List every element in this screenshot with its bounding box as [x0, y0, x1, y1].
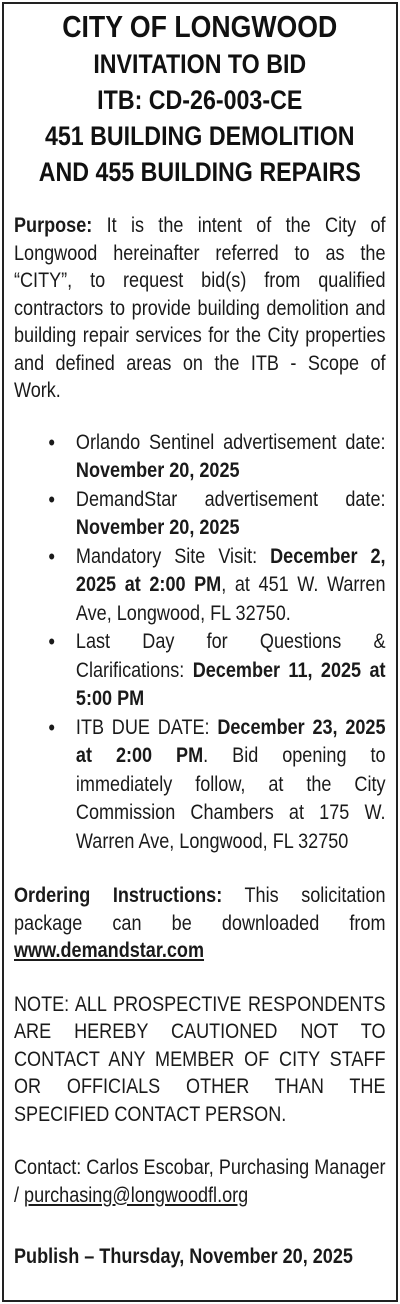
- bullet-icon: •: [48, 543, 56, 569]
- list-item: • Orlando Sentinel advertisement date: November 20, 2025: [48, 429, 386, 482]
- project-title-line1: 451 BUILDING DEMOLITION: [44, 121, 355, 151]
- ordering-text: This solicitation package can be downloaded from: [14, 884, 386, 935]
- demandstar-link[interactable]: www.demandstar.com: [14, 939, 205, 962]
- list-item: • DemandStar advertisement date: November 20, 2025: [48, 486, 386, 539]
- purpose-label: Purpose:: [14, 214, 93, 237]
- invitation-title: INVITATION TO BID: [93, 49, 307, 79]
- purpose-paragraph: [14, 212, 386, 405]
- city-title: CITY OF LONGWOOD: [62, 9, 338, 44]
- contact-text: Contact: Carlos Escobar, Purchasing Manager /: [14, 1156, 386, 1207]
- ordering-label: Ordering Instructions:: [14, 884, 223, 907]
- caution-note: NOTE: ALL PROSPECTIVE RESPONDENTS ARE HEREBY CAUTIONED NOT TO CONTACT ANY MEMBER OF CITY STAFF OR OFFICIALS OTHER THAN THE SPECIFIED CONTACT PERSON.: [14, 992, 386, 1126]
- notice-header: [14, 8, 386, 190]
- bullet-icon: •: [48, 486, 56, 512]
- purpose-text: It is the intent of the City of Longwood hereinafter referred to as the “CITY”, to request bid(s) from qualified contractors to provide building demolition and building repair services for the City properties and defined areas on the ITB - Scope of Work.: [14, 214, 386, 402]
- contact-email-link[interactable]: purchasing@longwoodfl.org: [24, 1183, 249, 1207]
- ordering-paragraph: [14, 882, 386, 965]
- list-item: • Mandatory Site Visit: December 2, 2025 at 2:00 PM, at 451 W. Warren Ave, Longwood, FL 32750.: [48, 543, 386, 625]
- publish-date: Publish – Thursday, November 20, 2025: [14, 1245, 353, 1268]
- bullet-icon: •: [48, 429, 56, 455]
- legal-notice: [14, 8, 386, 1271]
- dates-list: [14, 429, 386, 857]
- itb-number: ITB: CD-26-003-CE: [97, 85, 303, 115]
- list-item: • ITB DUE DATE: December 23, 2025 at 2:00 PM. Bid opening to immediately follow, at the City Commission Chambers at 175 W. Warren Ave, Longwood, FL 32750: [48, 714, 386, 853]
- bullet-icon: •: [48, 629, 56, 654]
- list-item: • Last Day for Questions & Clarifications: December 11, 2025 at 5:00 PM: [48, 629, 386, 710]
- project-title-line2: AND 455 BUILDING REPAIRS: [38, 157, 361, 187]
- bullet-icon: •: [48, 714, 56, 740]
- contact-paragraph: [14, 1154, 386, 1209]
